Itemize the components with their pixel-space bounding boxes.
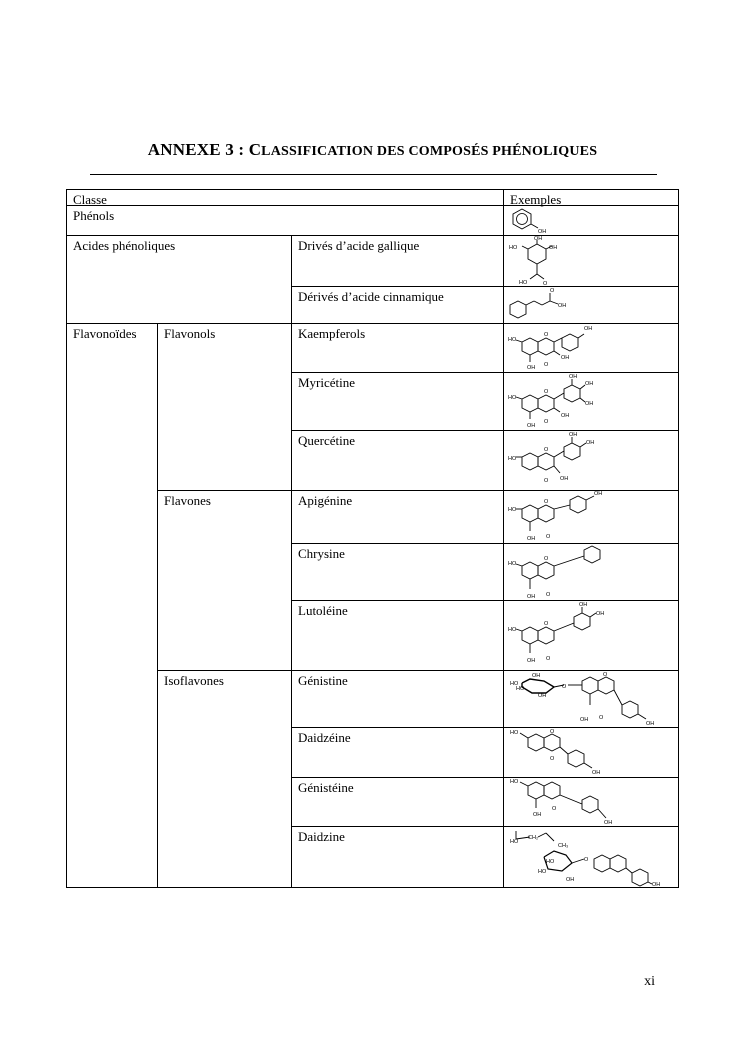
apigenine-structure (508, 491, 678, 543)
svg-text:CH₃: CH₃ (558, 843, 569, 849)
svg-text:HO: HO (546, 859, 555, 865)
svg-text:OH: OH (569, 374, 578, 380)
compound-quercetine: Quercétine (298, 433, 356, 448)
title-rule (90, 174, 657, 175)
svg-text:CH₂: CH₂ (528, 835, 539, 841)
svg-text:O: O (599, 715, 604, 721)
class-flavonoides: Flavonoïdes (73, 326, 137, 341)
page-title: ANNEXE 3 : CLASSIFICATION DES COMPOSÉS PHÉNOLIQUES (147, 140, 598, 159)
svg-text:HO: HO (509, 245, 518, 251)
svg-text:HO: HO (508, 507, 517, 513)
svg-text:HO: HO (519, 280, 528, 286)
svg-text:O: O (544, 556, 549, 562)
column-divider (503, 189, 504, 888)
compound-chrysine: Chrysine (298, 546, 345, 561)
svg-text:O: O (544, 621, 549, 627)
svg-text:O: O (546, 656, 551, 662)
svg-text:HO: HO (510, 779, 519, 785)
svg-text:OH: OH (646, 721, 655, 727)
compound-lutoleine: Lutoléine (298, 603, 348, 618)
svg-text:OH: OH (527, 594, 536, 600)
header-classe: Classe (73, 192, 107, 207)
svg-text:HO: HO (510, 839, 519, 845)
compound-daidzeine: Daidzéine (298, 730, 351, 745)
compound-daidzine: Daidzine (298, 829, 345, 844)
svg-text:O: O (544, 478, 549, 484)
svg-text:O: O (603, 672, 608, 678)
genisteine-structure (508, 778, 678, 826)
svg-text:O: O (550, 729, 555, 735)
daidzeine-structure (508, 728, 678, 777)
svg-text:OH: OH (579, 602, 588, 608)
svg-text:OH: OH (534, 236, 543, 242)
sub-flavonols: Flavonols (164, 326, 216, 341)
svg-text:OH: OH (549, 245, 558, 251)
svg-text:O: O (544, 389, 549, 395)
sub-gallique: Drivés d’acide gallique (298, 238, 420, 253)
page-number: xi (644, 974, 655, 989)
svg-text:OH: OH (561, 413, 570, 419)
svg-text:OH: OH (584, 326, 593, 332)
svg-text:OH: OH (585, 381, 594, 387)
quercetine-structure (508, 431, 678, 490)
svg-text:OH: OH (592, 770, 601, 776)
svg-text:O: O (544, 332, 549, 338)
cinnamic-acid-structure (508, 287, 568, 323)
svg-text:O: O (552, 806, 557, 812)
svg-text:HO: HO (508, 456, 517, 462)
compound-genistine: Génistine (298, 673, 348, 688)
svg-text:O: O (584, 857, 589, 863)
sub-flavones: Flavones (164, 493, 211, 508)
compound-myricetine: Myricétine (298, 375, 356, 390)
svg-text:OH: OH (527, 658, 536, 664)
chrysine-structure (508, 544, 678, 600)
table-border-top (66, 189, 679, 190)
svg-text:OH: OH (569, 432, 578, 438)
kaempferol-structure (508, 324, 678, 372)
svg-text:OH: OH (566, 877, 575, 883)
svg-text:O: O (544, 419, 549, 425)
header-exemples: Exemples (510, 192, 562, 207)
svg-text:O: O (543, 281, 548, 287)
svg-text:OH: OH (585, 401, 594, 407)
svg-text:OH: OH (558, 303, 567, 309)
row-divider (66, 205, 679, 206)
gallic-acid-structure (507, 236, 567, 286)
svg-text:OH: OH (604, 820, 613, 826)
svg-text:O: O (562, 684, 567, 690)
lutoleine-structure (508, 601, 678, 669)
svg-text:OH: OH (580, 717, 589, 723)
svg-text:O: O (544, 362, 549, 368)
table-border-left (66, 189, 67, 888)
svg-text:OH: OH (538, 693, 547, 699)
svg-text:HO: HO (538, 869, 547, 875)
svg-text:O: O (550, 756, 555, 762)
svg-text:O: O (550, 288, 555, 294)
phenol-structure (508, 206, 558, 234)
svg-text:OH: OH (596, 611, 605, 617)
sub-cinnamique: Dérivés d’acide cinnamique (298, 289, 444, 304)
compound-apigenine: Apigénine (298, 493, 353, 508)
svg-text:HO: HO (508, 395, 517, 401)
svg-text:OH: OH (533, 812, 542, 818)
svg-text:HO: HO (508, 561, 517, 567)
table-border-right (678, 189, 679, 888)
svg-text:OH: OH (527, 423, 536, 429)
myricetine-structure (508, 373, 678, 430)
class-acides-phenoliques: Acides phénoliques (73, 238, 176, 253)
svg-text:HO: HO (510, 681, 519, 687)
svg-text:OH: OH (527, 536, 536, 542)
svg-text:HO: HO (508, 337, 517, 343)
compound-kaempferols: Kaempferols (298, 326, 366, 341)
column-divider (157, 323, 158, 888)
svg-text:O: O (546, 592, 551, 598)
svg-text:OH: OH (561, 355, 570, 361)
svg-text:O: O (544, 447, 549, 453)
svg-text:OH: OH (527, 365, 536, 371)
svg-text:OH: OH (594, 491, 603, 497)
svg-text:OH: OH (560, 476, 569, 482)
genistine-structure (508, 671, 678, 727)
svg-text:HO: HO (510, 730, 519, 736)
svg-text:OH: OH (532, 673, 541, 679)
svg-text:O: O (546, 534, 551, 540)
svg-text:OH: OH (538, 229, 547, 235)
compound-genisteine: Génistéine (298, 780, 354, 795)
svg-text:OH: OH (652, 882, 661, 888)
svg-text:O: O (544, 499, 549, 505)
sub-isoflavones: Isoflavones (164, 673, 224, 688)
class-phenols: Phénols (73, 208, 115, 223)
svg-text:OH: OH (586, 440, 595, 446)
daidzine-structure (508, 827, 678, 887)
svg-text:HO: HO (508, 627, 517, 633)
svg-text:HO: HO (516, 686, 525, 692)
